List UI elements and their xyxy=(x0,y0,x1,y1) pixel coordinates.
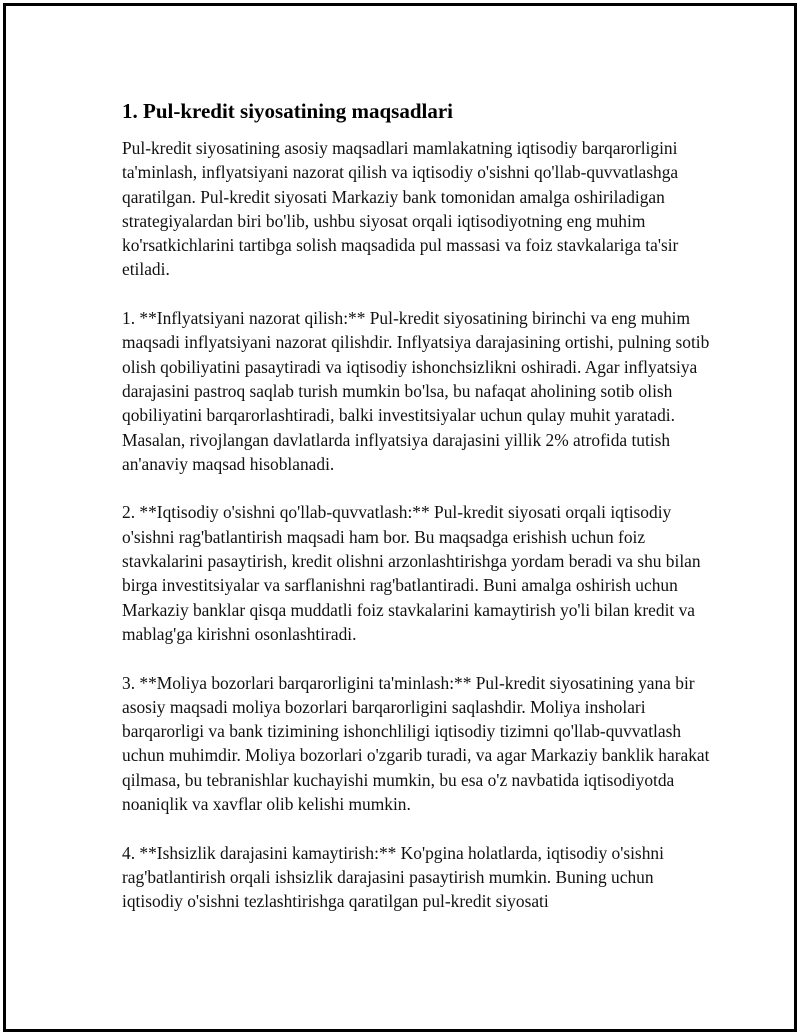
paragraph-unemployment: 4. **Ishsizlik darajasini kamaytirish:** Ko'pgina holatlarda, iqtisodiy o'sishni rag'batlantirish orqali ishsizlik darajasini pasaytirish mumkin. Buning uchun iqtisodiy o'sishni tezlashtirishga qaratilgan pul-kredit siyosati xyxy=(122,842,664,912)
page-frame xyxy=(3,3,797,1032)
document-body xyxy=(122,98,712,938)
section-heading: 1. Pul-kredit siyosatining maqsadlari xyxy=(122,99,453,123)
paragraph-inflation-control: 1. **Inflyatsiyani nazorat qilish:** Pul-kredit siyosatining birinchi va eng muhim maqsadi inflyatsiyani nazorat qilishdir. Inflyatsiya darajasining ortishi, pulning sotib olish qobiliyatini pasaytiradi va iqtisodiy ishonchsizlikni oshiradi. Agar inflyatsiya darajasini pastroq saqlab turish mumkin bo'lsa, bu nafaqat aholining sotib olish qobiliyatini barqarorlashtiradi, balki investitsiyalar uchun qulay muhit yaratadi. Masalan, rivojlangan davlatlarda inflyatsiya darajasini yillik 2% atrofida tutish an'anaviy maqsad hisoblanadi. xyxy=(122,308,710,474)
intro-paragraph: Pul-kredit siyosatining asosiy maqsadlari mamlakatning iqtisodiy barqarorligini ta'minlash, inflyatsiyani nazorat qilish va iqtisodiy o'sishni qo'llab-quvvatlashga qaratilgan. Pul-kredit siyosati Markaziy bank tomonidan amalga oshiriladigan strategiyalardan biri bo'lib, ushbu siyosat orqali iqtisodiyotning eng muhim ko'rsatkichlarini tartibga solish maqsadida pul massasi va foiz stavkalariga ta'sir etiladi. xyxy=(122,138,679,280)
paragraph-financial-stability: 3. **Moliya bozorlari barqarorligini ta'minlash:** Pul-kredit siyosatining yana bir asosiy maqsadi moliya bozorlari barqarorligini saqlashdir. Moliya insholari barqarorligi va bank tizimining ishonchliligi iqtisodiy tizimni qo'llab-quvvatlash uchun muhimdir. Moliya bozorlari o'zgarib turadi, va agar Markaziy banklik harakat qilmasa, bu tebranishlar kuchayishi mumkin, bu esa o'z navbatida iqtisodiyotda noaniqlik va xavflar olib kelishi mumkin. xyxy=(122,672,710,815)
paragraph-economic-growth: 2. **Iqtisodiy o'sishni qo'llab-quvvatlash:** Pul-kredit siyosati orqali iqtisodiy o'sishni rag'batlantirish maqsadi ham bor. Bu maqsadga erishish uchun foiz stavkalarini pasaytirish, kredit olishni arzonlashtirishga yordam beradi va shu bilan birga investitsiyalar va sarflanishni rag'batlantiradi. Buni amalga oshirish uchun Markaziy banklar qisqa muddatli foiz stavkalarini kamaytirish yo'li bilan kredit va mablag'ga kirishni osonlashtiradi. xyxy=(122,502,701,644)
